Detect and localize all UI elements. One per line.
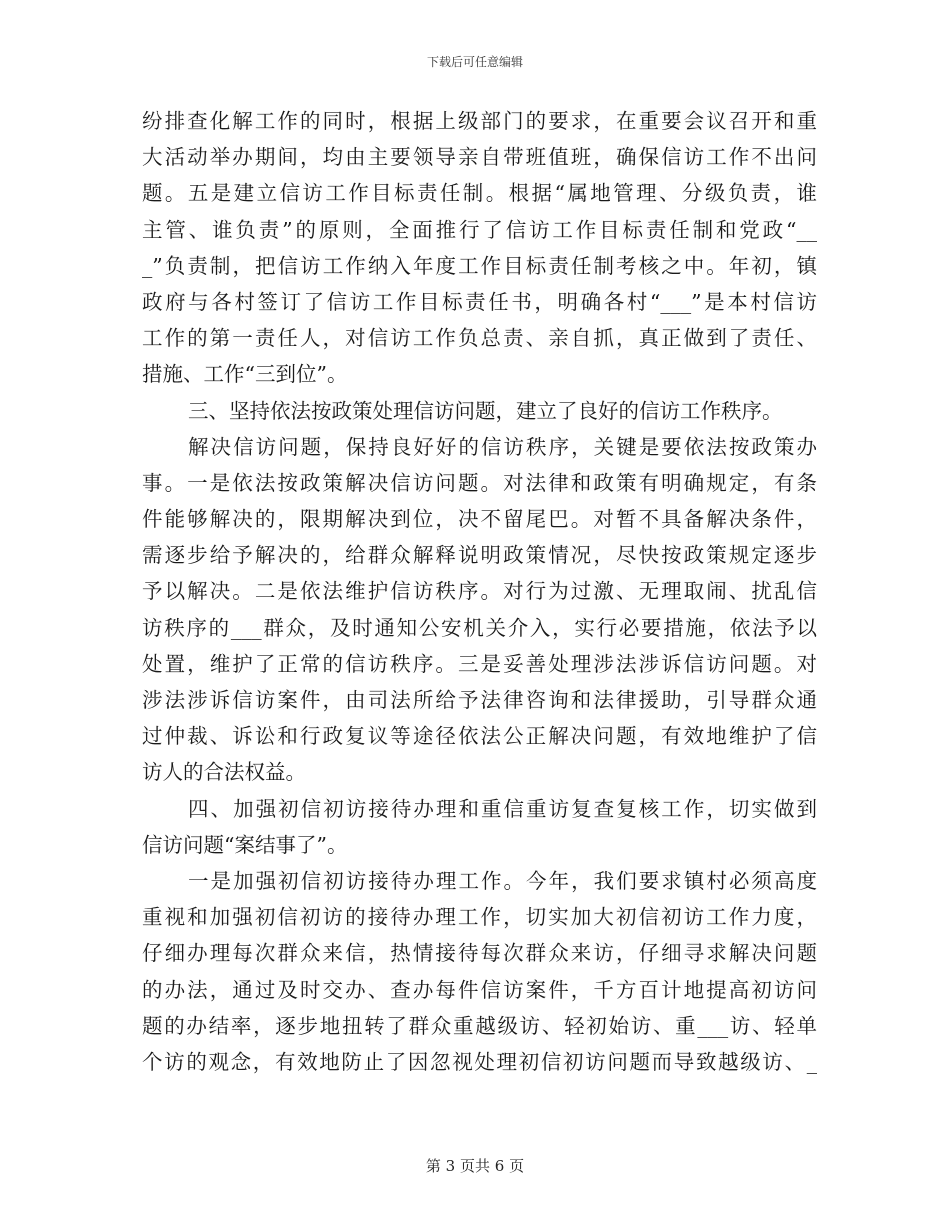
section-heading: 三、坚持依法按政策处理信访问题，建立了良好的信访工作秩序。	[188, 398, 783, 423]
text-line: 个访的观念，有效地防止了因忽视处理初信初访问题而导致越级访、_	[142, 1049, 817, 1074]
page-footer: 第 3 页共 6 页	[425, 1157, 525, 1175]
text-line: 题的办结率，逐步地扭转了群众重越级访、轻初始访、重___访、轻单	[142, 1013, 817, 1038]
text-line: 政府与各村签订了信访工作目标责任书，明确各村“___”是本村信访	[142, 289, 817, 314]
text-line: 措施、工作“三到位”。	[142, 362, 348, 387]
page-header: 下载后可任意编辑	[426, 55, 523, 69]
text-line: 仔细办理每次群众来信，热情接待每次群众来访，仔细寻求解决问题	[142, 941, 817, 966]
text-line: 题。五是建立信访工作目标责任制。根据“属地管理、分级负责，谁	[142, 181, 817, 206]
section-heading: 信访问题“案结事了”。	[142, 832, 348, 857]
text-line: 过仲裁、诉讼和行政复议等途径依法公正解决问题，有效地维护了信	[142, 724, 817, 749]
text-line: 涉法涉诉信访案件，由司法所给予法律咨询和法律援助，引导群众通	[142, 688, 817, 712]
section-heading: 四、加强初信初访接待办理和重信重访复查复核工作，切实做到	[188, 796, 817, 821]
text-line: _”负责制，把信访工作纳入年度工作目标责任制考核之中。年初，镇	[142, 253, 817, 278]
text-line: 访人的合法权益。	[142, 760, 306, 785]
text-line: 处置，维护了正常的信访秩序。三是妥善处理涉法涉诉信访问题。对	[142, 651, 817, 676]
text-line: 工作的第一责任人，对信访工作负总责、亲自抓，真正做到了责任、	[142, 326, 817, 351]
text-line: 需逐步给予解决的，给群众解释说明政策情况，尽快按政策规定逐步	[142, 543, 817, 568]
text-line: 主管、谁负责”的原则，全面推行了信访工作目标责任制和党政“__	[142, 217, 817, 242]
text-line: 大活动举办期间，均由主要领导亲自带班值班，确保信访工作不出问	[142, 145, 817, 170]
text-line: 解决信访问题，保持良好好的信访秩序，关键是要依法按政策办	[188, 434, 817, 459]
text-line: 纷排查化解工作的同时，根据上级部门的要求，在重要会议召开和重	[142, 109, 817, 133]
text-line: 事。一是依法按政策解决信访问题。对法律和政策有明确规定，有条	[142, 470, 817, 495]
text-line: 一是加强初信初访接待办理工作。今年，我们要求镇村必须高度	[188, 868, 817, 893]
text-line: 访秩序的___群众，及时通知公安机关介入，实行必要措施，依法予以	[142, 615, 817, 640]
text-line: 的办法，通过及时交办、查办每件信访案件，千方百计地提高初访问	[142, 977, 817, 1002]
text-line: 予以解决。二是依法维护信访秩序。对行为过激、无理取闹、扰乱信	[142, 579, 817, 604]
text-line: 重视和加强初信初访的接待办理工作，切实加大初信初访工作力度，	[142, 905, 817, 930]
document-body	[142, 103, 817, 1080]
text-line: 件能够解决的，限期解决到位，决不留尾巴。对暂不具备解决条件，	[142, 507, 817, 532]
